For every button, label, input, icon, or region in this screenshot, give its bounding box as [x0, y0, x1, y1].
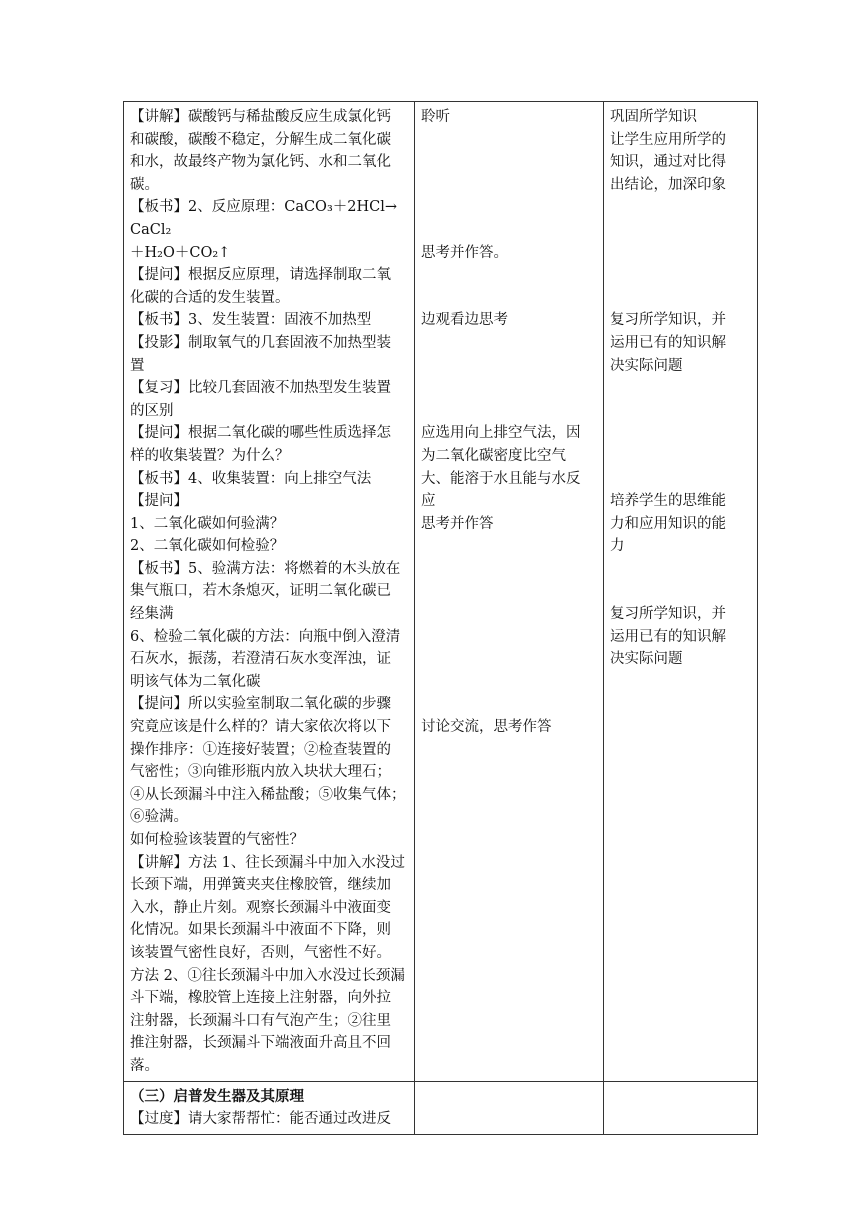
student-text: 为二氧化碳密度比空气 [421, 447, 566, 464]
teacher-text-line: 【提问】所以实验室制取二氧化碳的步骤 [130, 696, 391, 713]
student-text: 应选用向上排空气法，因 [421, 425, 581, 442]
intent-text: 复习所学知识，并 [610, 312, 726, 329]
teacher-text-line: 【提问】根据二氧化碳的哪些性质选择怎 [130, 425, 391, 442]
teacher-text-line: 碳。 [130, 176, 159, 193]
student-text: 大、能溶于水且能与水反 [421, 470, 581, 487]
teacher-text-line: 1、二氧化碳如何验满？ [130, 515, 285, 532]
teacher-text-line: 明该气体为二氧化碳 [130, 673, 261, 690]
student-activity-cell [415, 1081, 604, 1134]
teacher-text-line: ⑥验满。 [130, 809, 188, 826]
teacher-text-line: 置 [130, 357, 145, 374]
student-text: 讨论交流，思考作答 [421, 719, 552, 736]
teacher-text-line: 【讲解】碳酸钙与稀盐酸反应生成氯化钙 [130, 109, 391, 125]
teacher-text-line: 化碳的合适的发生装置。 [130, 289, 290, 306]
teacher-text-line: 【提问】 [130, 493, 188, 510]
student-text: 思考并作答。 [421, 244, 508, 261]
student-activity-cell [415, 102, 604, 1082]
student-text: 应 [421, 493, 436, 510]
teacher-text-line: 【提问】根据反应原理，请选择制取二氧 [130, 267, 391, 284]
teacher-text-line: ④从长颈漏斗中注入稀盐酸；⑤收集气体； [130, 786, 406, 803]
teacher-text-line: 入水，静止片刻。观察长颈漏斗中液面变 [130, 899, 391, 916]
design-intent-cell [604, 1081, 758, 1134]
section-heading: （三）启普发生器及其原理 [130, 1087, 304, 1105]
teacher-text: 【过度】请大家帮帮忙：能否通过改进反 [130, 1111, 391, 1128]
teacher-text-line: 注射器，长颈漏斗口有气泡产生；②往里 [130, 1012, 391, 1029]
teacher-text-line: 该装置气密性良好，否则，气密性不好。 [130, 944, 391, 961]
intent-text: 培养学生的思维能 [610, 493, 726, 510]
teacher-text-line: 【讲解】方法 1、往长颈漏斗中加入水没过 [130, 854, 405, 871]
teacher-text-line: 长颈下端，用弹簧夹夹住橡胶管，继续加 [130, 877, 391, 894]
intent-text: 知识，通过对比得 [610, 154, 726, 171]
teacher-text-line: 石灰水，振荡，若澄清石灰水变浑浊，证 [130, 651, 391, 668]
teacher-text-line: 方法 2、①往长颈漏斗中加入水没过长颈漏 [130, 967, 405, 984]
teacher-text-line: 6、检验二氧化碳的方法：向瓶中倒入澄清 [130, 628, 401, 645]
table-row [124, 1081, 758, 1134]
student-text: 边观看边思考 [421, 312, 508, 329]
teacher-text-line: 斗下端，橡胶管上连接上注射器，向外拉 [130, 990, 391, 1007]
teacher-text-line: 究竟应该是什么样的？请大家依次将以下 [130, 719, 391, 736]
table-row [124, 102, 758, 1082]
teacher-text-line: 【复习】比较几套固液不加热型发生装置 [130, 380, 391, 397]
intent-text: 决实际问题 [610, 357, 683, 374]
teacher-text-line: 和水，故最终产物为氯化钙、水和二氧化 [130, 154, 391, 171]
teacher-text-line: 集气瓶口，若木条熄灭，证明二氧化碳已 [130, 583, 391, 600]
intent-text: 力 [610, 538, 625, 555]
teacher-text-line: 推注射器，长颈漏斗下端液面升高且不回 [130, 1035, 391, 1052]
teacher-text-line: 【板书】3、发生装置：固液不加热型 [130, 312, 372, 329]
intent-text: 运用已有的知识解 [610, 628, 726, 645]
design-intent-cell [604, 102, 758, 1082]
teacher-activity-cell [124, 1081, 415, 1134]
teacher-text-line: 【板书】5、验满方法：将燃着的木头放在 [130, 560, 401, 577]
teacher-text-line: 落。 [130, 1057, 159, 1074]
teacher-text-line: 操作排序：①连接好装置；②检查装置的 [130, 741, 391, 758]
teacher-text-line: 【投影】制取氧气的几套固液不加热型装 [130, 334, 391, 351]
teacher-text-line: 气密性；③向锥形瓶内放入块状大理石； [130, 764, 391, 781]
intent-text: 力和应用知识的能 [610, 515, 726, 532]
teacher-text-line: 化情况。如果长颈漏斗中液面不下降，则 [130, 922, 391, 939]
teacher-text-line: 如何检验该装置的气密性？ [130, 832, 304, 848]
teacher-text-line: 【板书】4、收集装置：向上排空气法 [130, 470, 372, 487]
teacher-text-line: 【板书】2、反应原理：CaCO₃＋2HCl→CaCl₂ [130, 199, 398, 238]
teacher-text-line: ＋H₂O＋CO₂↑ [130, 244, 231, 261]
teacher-text-line: 样的收集装置？为什么？ [130, 447, 290, 464]
teacher-text-line: 和碳酸，碳酸不稳定，分解生成二氧化碳 [130, 131, 391, 148]
student-text: 思考并作答 [421, 515, 494, 532]
intent-text: 决实际问题 [610, 651, 683, 668]
intent-text: 运用已有的知识解 [610, 334, 726, 351]
teacher-activity-cell [124, 102, 415, 1082]
teacher-text-line: 2、二氧化碳如何检验？ [130, 538, 285, 555]
intent-text: 出结论，加深印象 [610, 176, 726, 193]
teacher-text-line: 的区别 [130, 402, 174, 419]
intent-text: 复习所学知识，并 [610, 606, 726, 623]
student-text: 聆听 [421, 109, 450, 125]
teacher-text-line: 经集满 [130, 606, 174, 623]
intent-text: 让学生应用所学的 [610, 131, 726, 148]
intent-text: 巩固所学知识 [610, 109, 697, 125]
lesson-plan-table [123, 101, 758, 1135]
